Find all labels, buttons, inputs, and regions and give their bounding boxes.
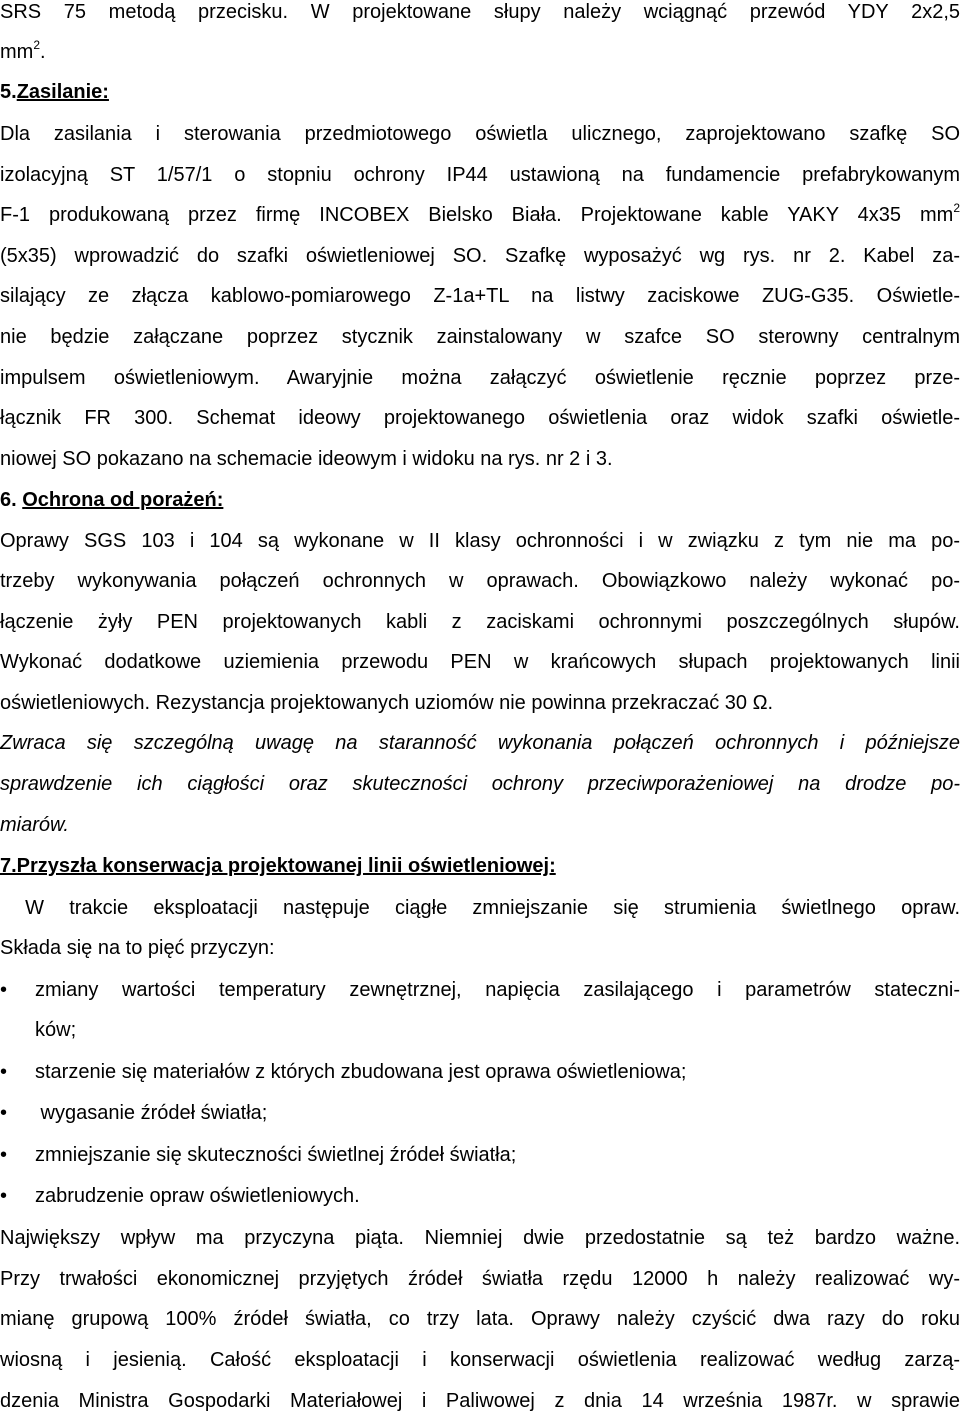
section-7-paragraph-line: dzenia Ministra Gospodarki Materiałowej i Paliwowej z dnia 14 września 1987r. w sprawie (0, 1390, 960, 1412)
section-6-line: łączenie żyły PEN projektowanych kabli z zaciskami ochronnymi poszczególnych słupów. (0, 611, 960, 633)
section-6-line: Wykonać dodatkowe uziemienia przewodu PEN w krańcowych słupach projektowanych linii (0, 651, 960, 673)
section-5-line: (5x35) wprowadzić do szafki oświetleniowej SO. Szafkę wyposażyć wg rys. nr 2. Kabel za- (0, 245, 960, 267)
section-7-line: W trakcie eksploatacji następuje ciągłe zmniejszanie się strumienia świetlnego opraw. (0, 897, 960, 919)
bullet-item: zmiany wartości temperatury zewnętrznej, napięcia zasilającego i parametrów stateczni- (35, 979, 960, 1001)
section-6-line: trzeby wykonywania połączeń ochronnych w oprawach. Obowiązkowo należy wykonać po- (0, 570, 960, 592)
bullet-item: wygasanie źródeł światła; (35, 1102, 268, 1124)
section-7-paragraph-line: wiosną i jesienią. Całość eksploatacji i konserwacji oświetlenia realizować według zarzą- (0, 1349, 960, 1371)
intro-line: $mm^2$. (0, 38, 46, 63)
section-5-line: łącznik FR 300. Schemat ideowy projektowanego oświetlenia oraz widok szafki oświetle- (0, 407, 960, 429)
section-6-italic-line: miarów. (0, 814, 69, 836)
section-5-line: silający ze złącza kablowo-pomiarowego Z-1a+TL na listwy zaciskowe ZUG-G35. Oświetle- (0, 285, 960, 307)
section-7-paragraph-line: Największy wpływ ma przyczyna piąta. Niemniej dwie przedostatnie są też bardzo ważne. (0, 1227, 960, 1249)
bullet-marker: • (0, 979, 8, 1001)
section-5-line: niowej SO pokazano na schemacie ideowym i widoku na rys. nr 2 i 3. (0, 448, 613, 470)
section-5-line: F-1 produkowaną przez firmę INCOBEX Bielsko Biała. Projektowane kable YAKY 4x35 $mm^2$ (0, 201, 960, 226)
bullet-marker: • (0, 1061, 8, 1083)
section-5-line: nie będzie załączane poprzez stycznik zainstalowany w szafce SO sterowny centralnym (0, 326, 960, 348)
section-5-line: Dla zasilania i sterowania przedmiotowego oświetla ulicznego, zaprojektowano szafkę SO (0, 123, 960, 145)
section-7-line: Składa się na to pięć przyczyn: (0, 937, 275, 959)
section-6-italic-line: sprawdzenie ich ciągłości oraz skuteczności ochrony przeciwporażeniowej na drodze po- (0, 773, 960, 795)
section-7-heading: 7.Przyszła konserwacja projektowanej linii oświetleniowej: (0, 855, 556, 877)
bullet-marker: • (0, 1185, 8, 1207)
section-6-line: oświetleniowych. Rezystancja projektowanych uziomów nie powinna przekraczać 30 Ω. (0, 692, 774, 714)
section-5-line: impulsem oświetleniowym. Awaryjnie można załączyć oświetlenie ręcznie poprzez prze- (0, 367, 960, 389)
bullet-item: zmniejszanie się skuteczności świetlnej źródeł światła; (35, 1144, 517, 1166)
section-7-paragraph-line: mianę grupową 100% źródeł światła, co trzy lata. Oprawy należy czyścić dwa razy do roku (0, 1308, 960, 1330)
section-5-heading: 5.Zasilanie: (0, 81, 109, 103)
section-6-line: Oprawy SGS 103 i 104 są wykonane w II klasy ochronności i w związku z tym nie ma po- (0, 530, 960, 552)
bullet-item-continuation: ków; (35, 1019, 77, 1041)
section-6-heading: 6. Ochrona od porażeń: (0, 489, 224, 511)
intro-line: SRS 75 metodą przecisku. W projektowane słupy należy wciągnąć przewód YDY 2x2,5 (0, 1, 960, 23)
bullet-marker: • (0, 1144, 8, 1166)
section-7-paragraph-line: Przy trwałości ekonomicznej przyjętych źródeł światła rzędu 12000 h należy realizować wy- (0, 1268, 960, 1290)
bullet-item: starzenie się materiałów z których zbudowana jest oprawa oświetleniowa; (35, 1061, 687, 1083)
section-5-line: izolacyjną ST 1/57/1 o stopniu ochrony IP44 ustawioną na fundamencie prefabrykowanym (0, 164, 960, 186)
bullet-marker: • (0, 1102, 8, 1124)
bullet-item: zabrudzenie opraw oświetleniowych. (35, 1185, 360, 1207)
section-6-italic-line: Zwraca się szczególną uwagę na staranność wykonania połączeń ochronnych i późniejsze (0, 732, 960, 754)
